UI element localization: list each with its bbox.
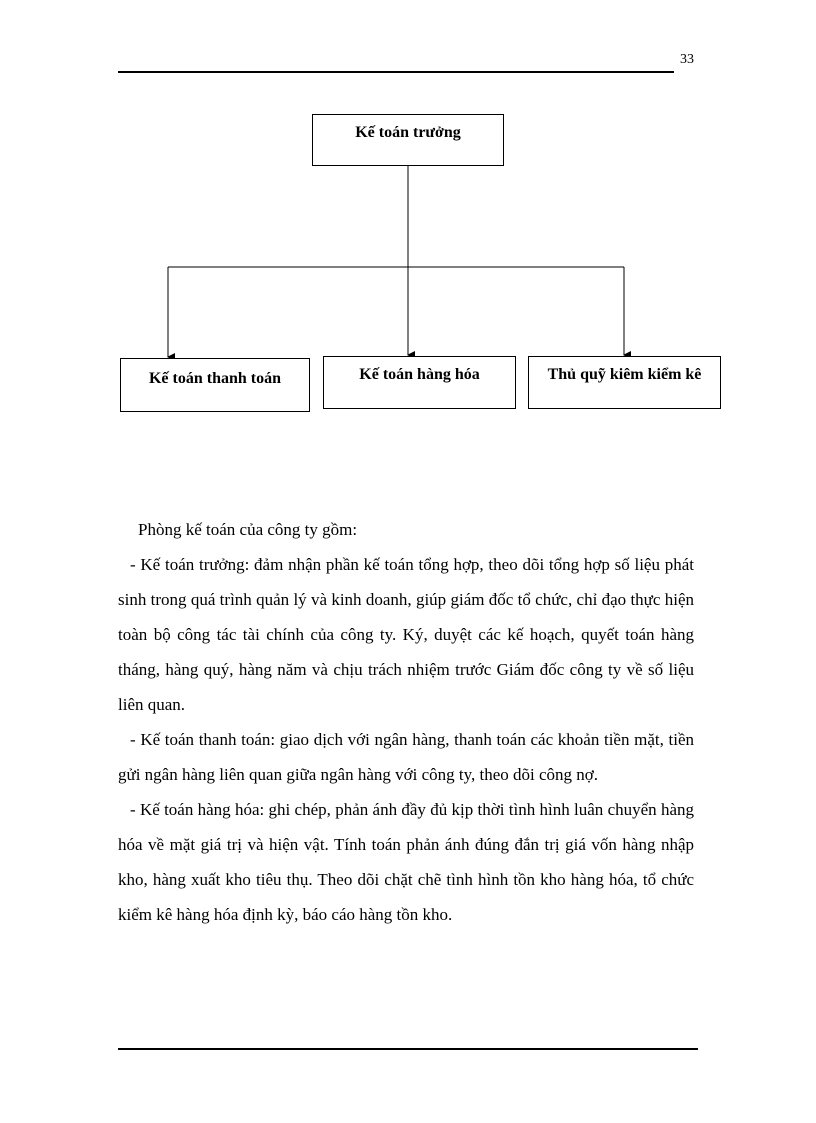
org-box-label: Kế toán thanh toán	[148, 370, 282, 387]
intro-paragraph: Phòng kế toán của công ty gồm:	[138, 520, 358, 539]
org-box-payment-accountant	[120, 358, 310, 412]
footer-rule	[118, 1048, 698, 1050]
paragraph-payment-accountant: - Kế toán thanh toán: giao dịch với ngân hàng, thanh toán các khoản tiền mặt, tiền gửi ngân hàng liên quan giữa ngân hàng với công ty, theo dõi công nợ.	[118, 730, 694, 784]
paragraph-chief-accountant: - Kế toán trưởng: đảm nhận phần kế toán tổng hợp, theo dõi tổng hợp số liệu phát sinh trong quá trình quản lý và kinh doanh, giúp giám đốc tổ chức, chỉ đạo thực hiện toàn bộ công tác tài chính của công ty. Ký, duyệt các kế hoạch, quyết toán hàng tháng, hàng quý, hàng năm và chịu trách nhiệm trước Giám đốc công ty về số liệu liên quan.	[118, 555, 694, 714]
org-box-label: Thủ quỹ kiêm kiểm kê	[547, 366, 702, 383]
org-box-label: Kế toán hàng hóa	[359, 366, 480, 383]
org-box-head-label: Kế toán trưởng	[355, 124, 461, 141]
body-text	[118, 512, 694, 932]
org-box-head	[312, 114, 504, 166]
page-number: 33	[680, 52, 694, 67]
org-box-goods-accountant	[323, 356, 516, 409]
paragraph-goods-accountant: - Kế toán hàng hóa: ghi chép, phản ánh đầy đủ kịp thời tình hình luân chuyển hàng hóa về mặt giá trị và hiện vật. Tính toán phản ánh đúng đắn trị giá vốn hàng nhập kho, hàng xuất kho tiêu thụ. Theo dõi chặt chẽ tình hình tồn kho hàng hóa, tổ chức kiểm kê hàng hóa định kỳ, báo cáo hàng tồn kho.	[118, 800, 694, 924]
org-box-cashier-inventory	[528, 356, 721, 409]
